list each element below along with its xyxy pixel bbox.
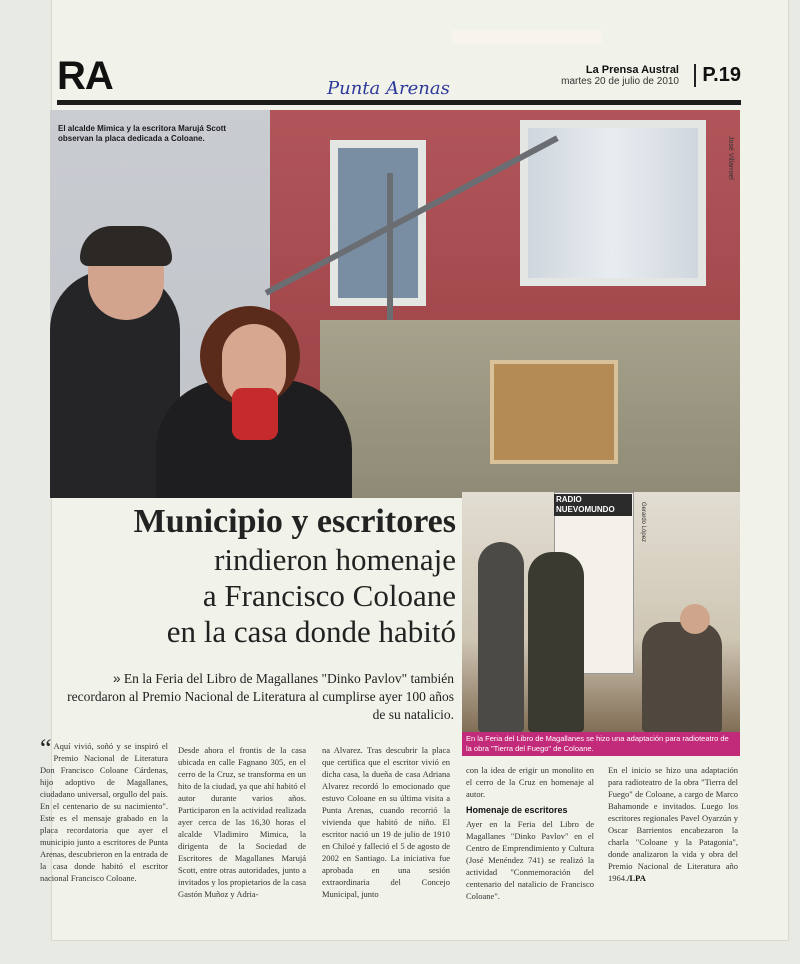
second-photo-caption: En la Feria del Libro de Magallanes se hizo una adaptación para radioteatro de la obra "Tierra del Fuego" de Coloane. xyxy=(462,732,740,756)
photo-credit: José Villarroel xyxy=(727,136,734,180)
handwritten-note: Punta Arenas xyxy=(327,78,450,99)
column-5-text: En el inicio se hizo una adaptación para radioteatro de la obra "Tierra del Fuego" de Coloane, a cargo de Marco Bahamonde e invitados. Luego los escritores regionales Pavel Oyarzún y Oscar Barrientos encabezaron la charla "Coloane y la Patagonia", donde analizaron la vida y obra del Premio Nacional de Literatura año 1964. xyxy=(608,765,738,883)
red-scarf xyxy=(232,388,278,440)
seated-face xyxy=(680,604,710,634)
lead-paragraph xyxy=(60,670,454,724)
railing-post xyxy=(387,173,393,323)
signature: /LPA xyxy=(627,873,646,883)
main-photo-caption: El alcalde Mimica y la escritora Marujá Scott observan la placa dedicada a Coloane. xyxy=(58,124,227,143)
column-text: con la idea de erigir un monolito en el cerro de la Cruz en homenaje al autor. xyxy=(466,765,594,799)
headline-line-4: en la casa donde habitó xyxy=(166,614,456,649)
headline-line-1: Municipio y escritores xyxy=(133,503,456,540)
person-speaker xyxy=(478,542,524,732)
newspaper-name: La Prensa Austral xyxy=(585,64,679,76)
header-rule xyxy=(57,100,741,105)
person-reader xyxy=(528,552,584,732)
mayor-hair xyxy=(80,226,172,266)
house-window-left xyxy=(330,140,426,306)
chevron-icon: » xyxy=(113,671,121,686)
person-seated xyxy=(642,622,722,732)
column-text: na Alvarez. Tras descubrir la placa que certifica que el escritor vivió en dicha casa, la dueña de casa Adriana Alvarez recordó lo emocionado que estuvo Coloane en su última visita a Punta Arenas, cuando recorrió la vivienda que habitó de niño. El escritor nació un 19 de julio de 1910 en Chiloé y falleció el 5 de agosto de 2002 en Santiago. La iniciativa fue aprobada en una sesión extraordinaria del Concejo Municipal, junto xyxy=(322,745,450,899)
column-text xyxy=(608,764,738,884)
article-column-2 xyxy=(178,744,306,900)
article-column-5 xyxy=(608,764,738,884)
article-column-1 xyxy=(40,734,168,884)
second-photo-credit: Gerardo López xyxy=(640,502,646,543)
column-text: Aquí vivió, soñó y se inspiró el Premio Nacional de Literatura Don Francisco Coloane Cárdenas, hijo adoptivo de Magallanes, ciudadano universal, orgullo del país. En el centenario de su nacimiento". Este es el mensaje grabado en la placa recordatoria que ayer el municipio junto a escritores de Punta Arenas, descubrieron en la entrada de la casa donde habitó el escritor nacional Francisco Coloane. xyxy=(40,741,168,883)
column-text: Ayer en la Feria del Libro de Magallanes "Dinko Pavlov" en el Centro de Emprendimiento y Cultura (José Menéndez 741) se realizó la actividad "Conmemoración del centenario del natalicio de Francisco Coloane". xyxy=(466,819,594,901)
tape-strip xyxy=(452,30,602,44)
commemorative-plaque xyxy=(490,360,618,464)
subheading: Homenaje de escritores xyxy=(466,805,568,815)
quote-mark-icon: “ xyxy=(40,734,52,763)
main-photo xyxy=(50,110,740,498)
section-letters: RA xyxy=(57,54,113,98)
headline xyxy=(56,502,456,650)
headline-line-2: rindieron homenaje xyxy=(214,542,456,577)
page-header xyxy=(57,52,741,102)
article-column-3 xyxy=(322,744,450,900)
lead-text: En la Feria del Libro de Magallanes "Dinko Pavlov" también recordaron al Premio Nacional de Literatura al cumplirse ayer 100 años de su natalicio. xyxy=(67,671,454,722)
second-photo xyxy=(462,492,740,736)
radio-banner-title: RADIO NUEVOMUNDO xyxy=(554,494,632,516)
column-text: Desde ahora el frontis de la casa ubicada en calle Fagnano 305, en el cerro de la Cruz, se transforma en un hito de la ciudad, ya que ahí habitó el autor durante varios años. Participaron en la actividad realizada ayer cerca de las 16,30 horas el alcalde Vladimiro Mimica, la dirigenta de la Sociedad de Escritores de Magallanes Marujá Scott, entre otras autoridades, junto a invitados y los propietarios de la casa Gastón Muñoz y Adria- xyxy=(178,745,306,899)
newspaper-info xyxy=(561,64,679,87)
headline-line-3: a Francisco Coloane xyxy=(202,578,456,613)
page-number: P.19 xyxy=(694,64,741,87)
article-column-4 xyxy=(466,764,594,902)
issue-date: martes 20 de julio de 2010 xyxy=(561,76,679,87)
